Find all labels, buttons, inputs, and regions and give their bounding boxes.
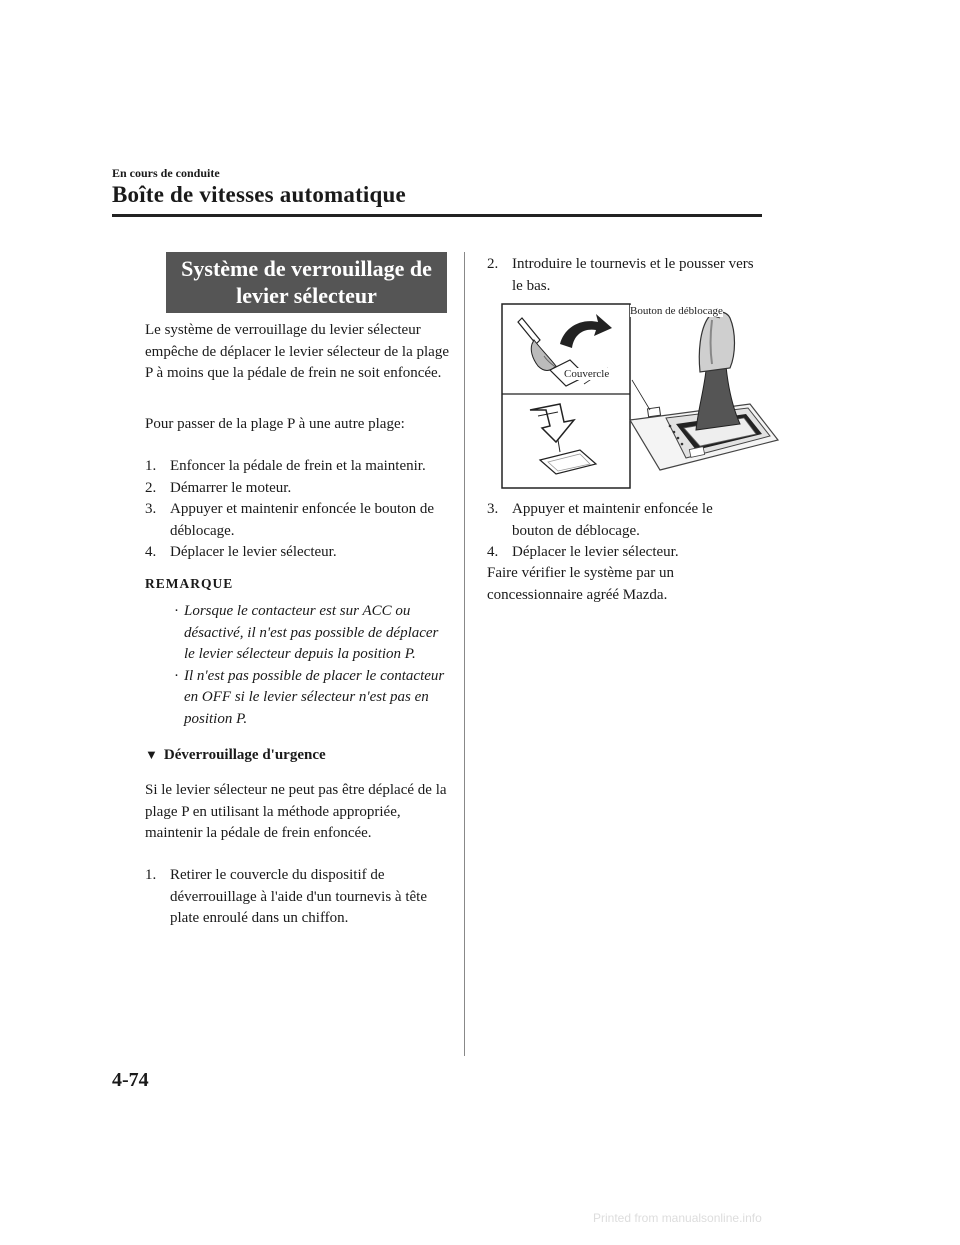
note-item: [172, 601, 450, 666]
shift-lever-illustration: [500, 300, 780, 490]
steps-3-4: [487, 499, 757, 564]
list-item: [145, 478, 450, 500]
note-item: [172, 666, 450, 731]
running-section-label: En cours de conduite: [112, 166, 220, 180]
list-text: Introduire le tournevis et le pousser vers le bas.: [512, 256, 754, 294]
intro-paragraph: Le système de verrouillage du levier sélecteur empêche de déplacer le levier sélecteur de la plage P à moins que la pédale de frein ne soit enfoncée.: [145, 322, 449, 381]
list-text: Déplacer le levier sélecteur.: [512, 544, 679, 560]
release-figure: [500, 300, 780, 490]
list-number: 2.: [145, 479, 157, 496]
list-item: [145, 865, 450, 930]
list-text: Enfoncer la pédale de frein et la maintenir.: [170, 458, 426, 474]
list-text: Appuyer et maintenir enfoncée le bouton de déblocage.: [170, 501, 435, 539]
bullet-dot-icon: ·: [174, 603, 179, 619]
footer-site-link[interactable]: Printed from manualsonline.info: [593, 1211, 762, 1225]
emergency-paragraph: Si le levier sélecteur ne peut pas être déplacé de la plage P en utilisant la méthode appropriée, maintenir la pédale de frein enfoncée.: [145, 782, 447, 841]
note-text: Lorsque le contacteur est sur ACC ou désactivé, il n'est pas possible de déplacer le levier sélecteur depuis la position P.: [184, 603, 439, 662]
list-number: 1.: [145, 867, 157, 883]
emergency-steps-list: [145, 865, 450, 930]
list-item: [145, 542, 450, 564]
list-number: 4.: [145, 544, 157, 560]
step-2: [487, 254, 757, 297]
emergency-heading-text: Déverrouillage d'urgence: [163, 747, 326, 763]
title-divider: [112, 214, 762, 217]
note-text: Il n'est pas possible de placer le contacteur en OFF si le levier sélecteur n'est pas en position P.: [184, 667, 445, 727]
list-item: [145, 499, 450, 542]
column-divider: [464, 252, 465, 1056]
lead-paragraph: Pour passer de la plage P à une autre plage:: [145, 416, 405, 432]
note-heading: REMARQUE: [145, 576, 234, 591]
list-number: 2.: [487, 256, 499, 272]
triangle-down-icon: ▼: [145, 747, 158, 762]
list-text: Retirer le couvercle du dispositif de déverrouillage à l'aide d'un tournevis à tête plate enroulé dans un chiffon.: [170, 867, 427, 926]
section-title-banner: Système de verrouillage de levier sélecteur: [166, 252, 447, 313]
emergency-heading: [145, 747, 326, 764]
list-text: Appuyer et maintenir enfoncée le bouton de déblocage.: [512, 501, 713, 539]
list-text: Déplacer le levier sélecteur.: [170, 544, 337, 560]
chapter-title: Boîte de vitesses automatique: [112, 182, 406, 207]
page-number: 4-74: [112, 1069, 149, 1091]
cover-label: Couvercle: [564, 368, 610, 380]
list-number: 3.: [145, 501, 157, 517]
notes-list: [172, 601, 450, 730]
shift-console-icon: [630, 312, 778, 470]
closing-paragraph: Faire vérifier le système par un concessionnaire agréé Mazda.: [487, 565, 675, 603]
bullet-dot-icon: ·: [174, 667, 179, 684]
list-item: [487, 499, 757, 542]
list-number: 1.: [145, 458, 157, 474]
list-item: [145, 456, 450, 478]
list-item: [487, 542, 757, 564]
release-button-label: Bouton de déblocage: [630, 305, 723, 317]
list-number: 4.: [487, 544, 499, 560]
list-text: Démarrer le moteur.: [170, 479, 292, 496]
list-item: [487, 254, 757, 297]
list-number: 3.: [487, 501, 499, 517]
steps-list: [145, 456, 450, 564]
